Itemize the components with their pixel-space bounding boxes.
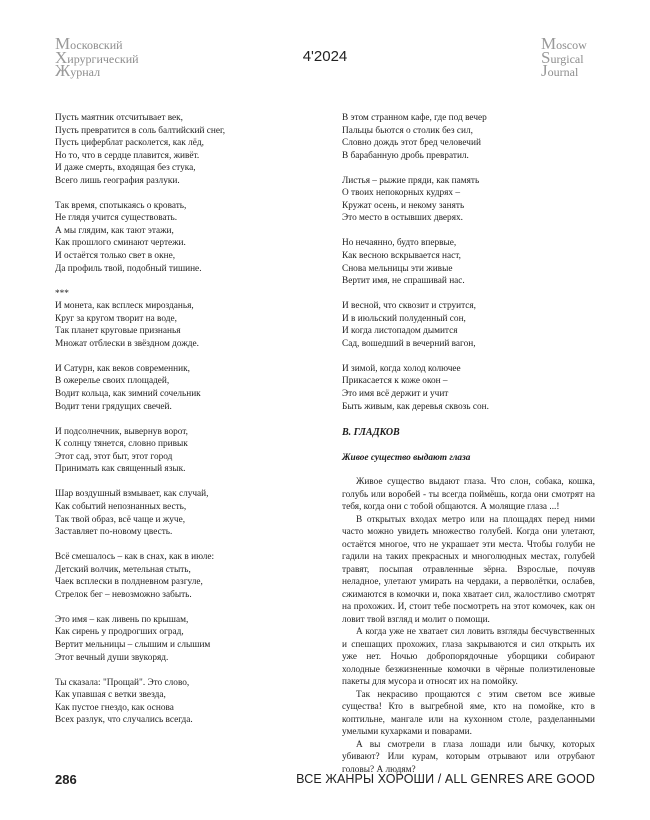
section-separator: *** xyxy=(55,288,69,299)
poem-line: Всего лишь география разлуки. xyxy=(55,175,180,186)
poem-line: Как прошлого сминают чертежи. xyxy=(55,238,186,249)
poem-line: Как упавшая с ветки звезда, xyxy=(55,690,166,701)
poem-line: Сад, вошедший в вечерний вагон, xyxy=(342,338,476,349)
poem-line: Всё смешалось – как в снах, как в июле: xyxy=(55,552,215,563)
right-column-poems xyxy=(342,112,595,413)
poem-line: Это место в остывших дверях. xyxy=(342,213,463,224)
poem-line: Так твой образ, всё чаще и жуче, xyxy=(55,514,186,525)
poem-line: Кружат осень, и некому занять xyxy=(342,200,465,211)
stanza xyxy=(55,488,320,538)
poem-line: Детский волчик, метельная стыть, xyxy=(55,564,191,575)
page-number: 286 xyxy=(55,772,77,787)
poem-line: В этом странном кафе, где под вечер xyxy=(342,113,487,123)
poem-line: Стрелок бег – невозможно забыть. xyxy=(55,589,192,600)
poem-line: И Сатурн, как веков современник, xyxy=(55,363,190,374)
poem-line: Так планет круговые признанья xyxy=(55,326,181,337)
journal-logo-ru: Московский Хирургический Журнал xyxy=(55,34,139,80)
poem-line: Не глядя учится существовать. xyxy=(55,213,178,224)
poem-line: Этот сад, этот быт, этот город xyxy=(55,451,173,462)
poem-line: И монета, как всплеск мирозданья, xyxy=(55,301,194,312)
author-name: В. ГЛАДКОВ xyxy=(342,427,400,439)
poem-line: Так время, спотыкаясь о кровать, xyxy=(55,200,187,211)
poem-line: Но нечаянно, будто впервые, xyxy=(342,238,457,249)
poem-line: В ожерелье своих площадей, xyxy=(55,376,170,387)
poem-line: Множат отблески в звёздном дожде. xyxy=(55,338,199,349)
prose-title: Живое существо выдают глаза xyxy=(342,452,471,463)
poem-line: И даже смерть, входящая без стука, xyxy=(55,163,196,174)
poem-line: И когда листопадом дымится xyxy=(342,326,458,337)
poem-line: Словно дождь этот бред человечий xyxy=(342,138,481,149)
poem-line: Как пустое гнездо, как основа xyxy=(55,702,174,713)
poem-line: Да профиль твой, подобный тишине. xyxy=(55,263,202,274)
stanza xyxy=(55,112,320,187)
poem-line: Как весною вскрывается наст, xyxy=(342,251,461,262)
right-column xyxy=(342,112,595,776)
poem-line: Пусть циферблат расколется, как лёд, xyxy=(55,138,204,149)
journal-logo-en: Moscow Surgical Journal xyxy=(541,34,587,80)
stanza xyxy=(55,551,320,601)
poem-line: Этот вечный души звукоряд. xyxy=(55,652,169,663)
stanza xyxy=(342,237,595,287)
poem-line: Как сирень у продрогших оград, xyxy=(55,627,184,638)
poem-line: В барабанную дробь превратил. xyxy=(342,150,469,161)
poem-line: Пальцы бьются о столик без сил, xyxy=(342,125,473,136)
poem-line: Это имя всё держит и учит xyxy=(342,389,449,400)
stanza xyxy=(342,175,595,225)
poem-line: Листья – рыжие пряди, как память xyxy=(342,175,480,186)
poem-line: Круг за кругом творит на воде, xyxy=(55,313,177,324)
stanza xyxy=(342,112,595,162)
poem-line: Заставляет по-новому цвесть. xyxy=(55,527,173,538)
section-title: ВСЕ ЖАНРЫ ХОРОШИ / ALL GENRES ARE GOOD xyxy=(296,772,595,786)
stanza xyxy=(55,426,320,476)
poem-line: Быть живым, как деревья сквозь сон. xyxy=(342,401,489,412)
stanza xyxy=(55,288,320,351)
paragraph: А вы смотрели в глаза лошади или бычку, которых убивают? Или курам, которым отрывают или отрубают головы? А людям? xyxy=(342,739,595,775)
poem-line: И подсолнечник, вывернув ворот, xyxy=(55,426,188,437)
issue-number: 4'2024 xyxy=(302,48,348,65)
left-column-poems xyxy=(55,112,320,727)
poem-line: И зимой, когда холод колючее xyxy=(342,363,461,374)
poem-line: Чаек всплески в полдневном разгуле, xyxy=(55,577,203,588)
poem-line: Водит тени грядущих свечей. xyxy=(55,401,172,412)
poem-line: И остаётся только свет в окне, xyxy=(55,251,176,262)
poem-line: А мы глядим, как тают этажи, xyxy=(55,225,174,236)
poem-line: Пусть маятник отсчитывает век, xyxy=(55,113,184,123)
poem-line: Принимать как священный язык. xyxy=(55,464,186,475)
paragraph: В открытых входах метро или на площадях перед ними часто можно увидеть множество голубей. Когда они улетают, остаётся многое, что не украшает эти места. Чтобы голуби не гадили на таких прекрасных и многолюдных местах, голубей травят, посыпая отравленные зёрна. Взрослые, почуяв неладное, улетают умирать на чердаки, а перволётки, ослабев, сжимаются в комочки и, пока хватает сил, жалостливо смотрят на прохожих. И, стоит тебе посмотреть на этот комочек, как он ловит твой взгляд и молит о помощи. xyxy=(342,514,595,625)
poem-line: И весной, что сквозит и струится, xyxy=(342,301,477,312)
poem-line: Но то, что в сердце плавится, живёт. xyxy=(55,150,200,161)
poem-line: Вертит имя, не спрашивай нас. xyxy=(342,276,465,287)
poem-line: Вертит мельницы – слышим и слышим xyxy=(55,639,211,650)
poem-line: Как событий непознанных весть, xyxy=(55,501,187,512)
poem-line: Водит кольца, как зимний сочельник xyxy=(55,389,201,400)
stanza xyxy=(342,363,595,413)
prose-body xyxy=(342,476,595,776)
poem-line: Всех разлук, что случались всегда. xyxy=(55,715,193,726)
paragraph: А когда уже не хватает сил ловить взгляды бесчувственных и спешащих прохожих, глаза закрываются и сил открыть их уже нет. Ночью добропорядочные уборщики собирают холодные безжизненные комочки в чёрные полиэтиленовые пакеты для мусора и относят их на помойку. xyxy=(342,627,595,688)
poem-line: Пусть превратится в соль балтийский снег, xyxy=(55,125,226,136)
poem-line: Ты сказала: "Прощай". Это слово, xyxy=(55,677,190,688)
poem-line: Прикасается к коже окон – xyxy=(342,376,448,387)
stanza xyxy=(55,363,320,413)
poem-line: Это имя – как ливень по крышам, xyxy=(55,614,189,625)
stanza xyxy=(55,200,320,275)
paragraph: Так некрасиво прощаются с этим светом все живые существа! Кто в выгребной яме, кто на помойке, кто в коптильне, мангале или на кухонном столе, разделанными умелыми кухарками и поварами. xyxy=(342,689,595,738)
stanza xyxy=(55,614,320,664)
poem-line: О твоих непокорных кудрях – xyxy=(342,188,461,199)
poem-line: И в июльский полуденный сон, xyxy=(342,313,466,324)
poem-line: К солнцу тянется, словно привык xyxy=(55,439,188,450)
stanza xyxy=(342,300,595,350)
poem-line: Шар воздушный взмывает, как случай, xyxy=(55,489,209,500)
paragraph: Живое существо выдают глаза. Что слон, собака, кошка, голубь или воробей - ты всегда поймёшь, когда они смотрят на тебя, когда они с тобой общаются. А молящие глаза ...! xyxy=(342,477,595,513)
poem-line: Снова мельницы эти живые xyxy=(342,263,453,274)
stanza xyxy=(55,677,320,727)
